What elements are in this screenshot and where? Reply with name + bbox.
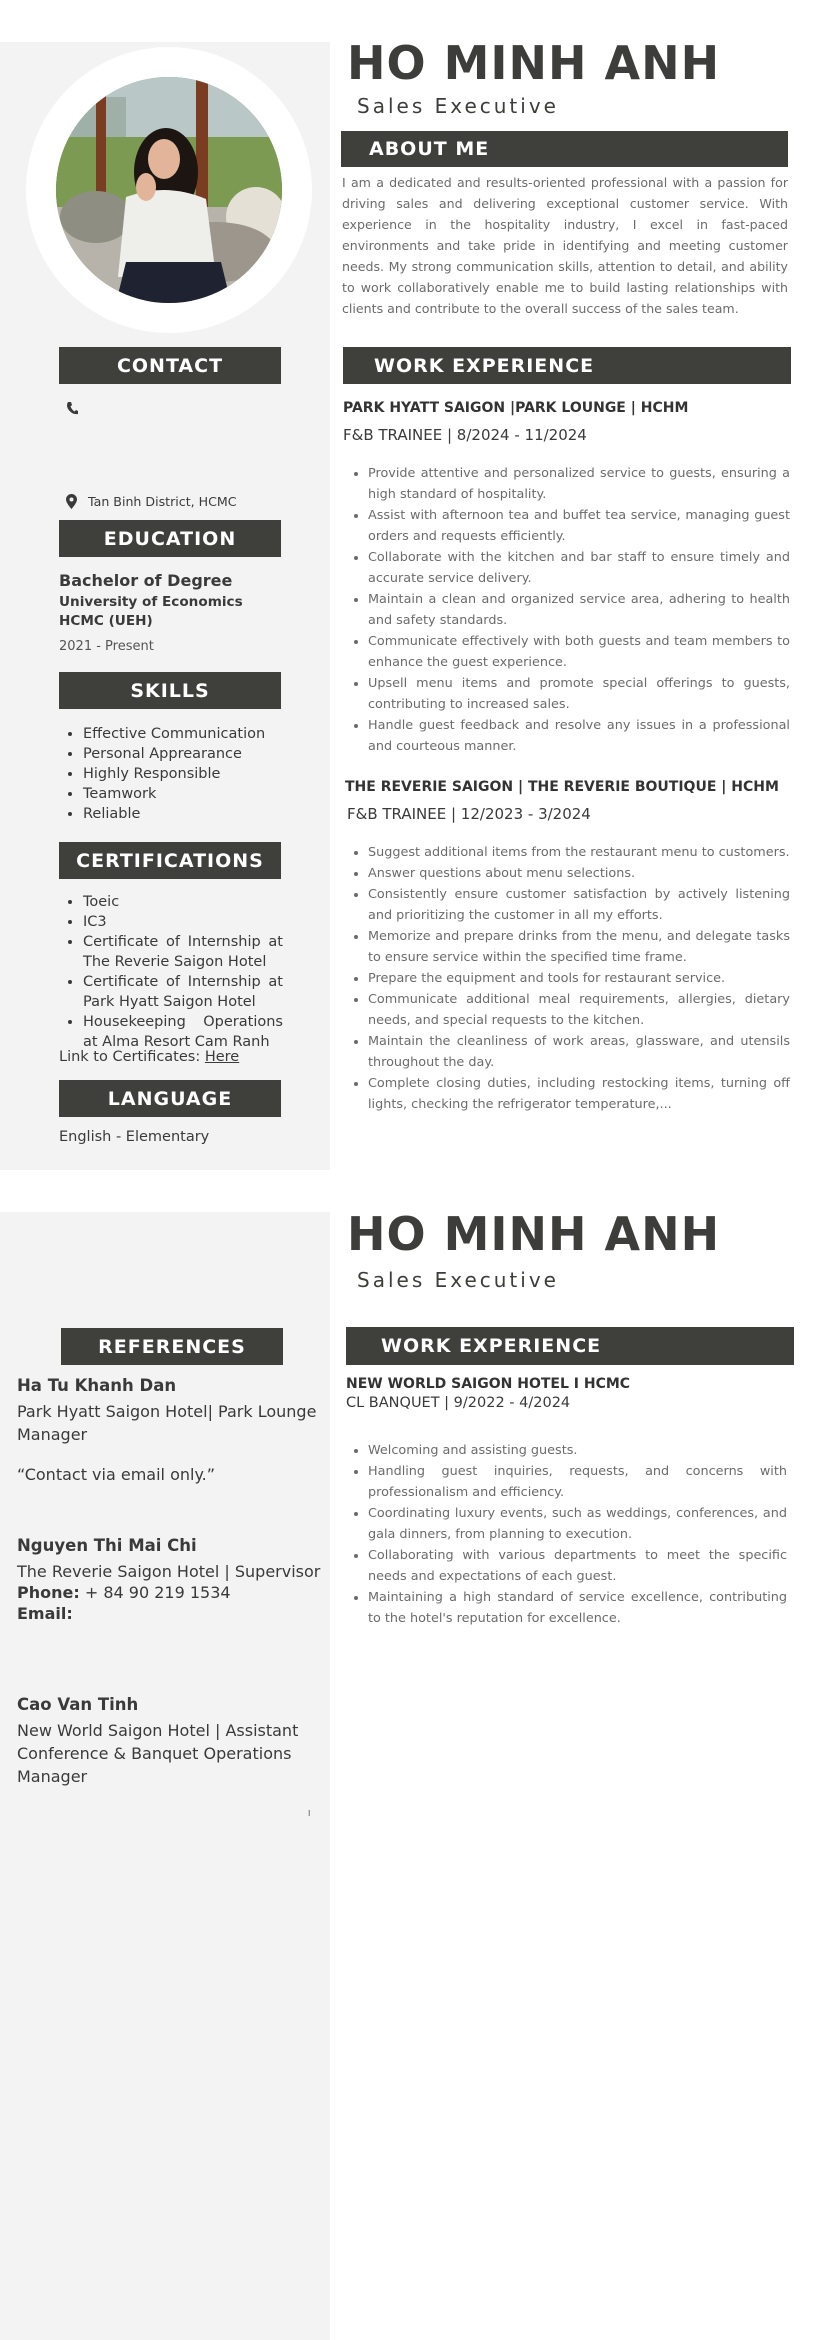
certification-item: • Certificate of Internship at The Reverie Saigon Hotel [83,932,283,972]
language-heading-label: LANGUAGE [107,1087,233,1110]
skill-item: • Highly Responsible [83,764,299,784]
certification-item: • Certificate of Internship at Park Hyatt Saigon Hotel [83,972,283,1012]
job-1-subtitle: F&B TRAINEE | 8/2024 - 11/2024 [343,426,587,444]
education-degree: Bachelor of Degree [59,571,233,590]
skill-item: • Reliable [83,804,299,824]
about-heading-label: ABOUT ME [369,138,490,160]
contact-address: Tan Binh District, HCMC [88,494,237,509]
certification-item: • Housekeeping Operations at Alma Resort Cam Ranh [83,1012,283,1052]
about-text: I am a dedicated and results-oriented professional with a passion for driving sales and delivering exceptional customer service. With experience in the hospitality industry, I excel in fast-paced environments and take pride in identifying and meeting customer needs. My strong communication skills, attention to detail, and ability to work collaboratively enable me to build lasting relationships with clients and contribute to the overall success of the sales team. [342,175,788,316]
duty-item: • Collaborate with the kitchen and bar staff to ensure timely and accurate service delivery. [368,547,790,589]
contact-heading-label: CONTACT [116,354,224,377]
certificates-link[interactable]: Here [204,1049,240,1065]
duty-item: • Answer questions about menu selections. [368,863,790,884]
reference-2-email-line [17,1602,73,1625]
skills-list [59,724,299,824]
duty-item: • Communicate additional meal requirements, allergies, dietary needs, and special requests to the kitchen. [368,989,790,1031]
duty-item: • Communicate effectively with both guests and team members to enhance the guest experience. [368,631,790,673]
education-school: University of Economics HCMC (UEH) [59,594,243,629]
job-1-duties [342,463,790,757]
job-2-title: THE REVERIE SAIGON | THE REVERIE BOUTIQUE | HCHM [345,779,779,795]
duty-item: • Handling guest inquiries, requests, and concerns with professionalism and efficiency. [368,1461,787,1503]
work-experience-heading-label: WORK EXPERIENCE [381,1335,602,1357]
profile-photo [56,77,282,303]
education-heading-label: EDUCATION [103,527,237,550]
reference-1-name: Ha Tu Khanh Dan [17,1376,177,1395]
name-heading: HO MINH ANH [347,42,721,90]
profile-photo-image [56,77,282,303]
education-years: 2021 - Present [59,639,154,654]
reference-2-name: Nguyen Thi Mai Chi [17,1536,197,1555]
duty-item: • Assist with afternoon tea and buffet tea service, managing guest orders and requests efficiently. [368,505,790,547]
duty-item: • Memorize and prepare drinks from the menu, and delegate tasks to ensure service within the specified time frame. [368,926,790,968]
duty-item: • Maintain a clean and organized service area, adhering to health and safety standards. [368,589,790,631]
reference-3-name: Cao Van Tinh [17,1695,139,1714]
reference-2-phone: + 84 90 219 1534 [79,1583,231,1602]
page-mark: I [308,1809,311,1818]
certification-item: • Toeic [83,892,283,912]
skill-item: • Effective Communication [83,724,299,744]
work-experience-heading-label: WORK EXPERIENCE [374,354,595,377]
skill-item: • Teamwork [83,784,299,804]
duty-item: • Consistently ensure customer satisfaction by actively listening and prioritizing the customer in all my efforts. [368,884,790,926]
duty-item: • Provide attentive and personalized service to guests, ensuring a high standard of hospitality. [368,463,790,505]
reference-2-phone-line [17,1581,231,1604]
work-experience-heading [346,1327,794,1365]
duty-item: • Maintaining a high standard of service excellence, contributing to the hotel's reputation for excellence. [368,1587,787,1629]
education-heading [59,520,281,557]
certificates-link-prefix: Link to Certificates: [59,1049,205,1065]
about-heading [341,131,788,167]
reference-1-note: “Contact via email only.” [17,1465,216,1484]
job-1-title: PARK HYATT SAIGON |PARK LOUNGE | HCHM [343,400,689,416]
duty-item: • Collaborating with various departments to meet the specific needs and expectations of each guest. [368,1545,787,1587]
duty-item: • Suggest additional items from the restaurant menu to customers. [368,842,790,863]
skill-item: • Personal Apprearance [83,744,299,764]
references-heading-label: REFERENCES [98,1335,246,1358]
duty-item: • Coordinating luxury events, such as weddings, conferences, and gala dinners, from planning to execution. [368,1503,787,1545]
job-3-duties [342,1440,787,1629]
duty-item: • Prepare the equipment and tools for restaurant service. [368,968,790,989]
skills-heading [59,672,281,709]
profile-photo-frame [26,47,312,333]
certification-item: • IC3 [83,912,283,932]
job-role: Sales Executive [357,94,559,118]
resume-page-2 [0,1212,828,2340]
reference-2-position: The Reverie Saigon Hotel | Supervisor [17,1562,321,1581]
job-3-title: NEW WORLD SAIGON HOTEL I HCMC [346,1376,631,1392]
reference-2-email-label: Email: [17,1604,73,1623]
duty-item: • Handle guest feedback and resolve any issues in a professional and courteous manner. [368,715,790,757]
job-3-subtitle: CL BANQUET | 9/2022 - 4/2024 [346,1395,571,1411]
certifications-list [59,892,283,1052]
references-heading [61,1328,283,1365]
duty-item: • Upsell menu items and promote special offerings to guests, contributing to increased sales. [368,673,790,715]
duty-item: • Welcoming and assisting guests. [368,1440,787,1461]
name-heading: HO MINH ANH [347,1212,721,1261]
reference-2-phone-label: Phone: [17,1583,80,1602]
job-2-subtitle: F&B TRAINEE | 12/2023 - 3/2024 [347,805,591,823]
reference-1-position: Park Hyatt Saigon Hotel| Park Lounge Manager [17,1402,317,1444]
skills-heading-label: SKILLS [130,679,210,702]
resume-page-1 [0,42,828,1170]
duty-item: • Complete closing duties, including restocking items, turning off lights, checking the refrigerator temperature,... [368,1073,790,1115]
language-heading [59,1080,281,1117]
language-text: English - Elementary [59,1129,210,1145]
certifications-heading-label: CERTIFICATIONS [76,849,264,872]
location-icon [66,494,77,509]
job-2-duties [342,842,790,1115]
job-role: Sales Executive [357,1268,559,1292]
phone-icon [66,400,78,414]
work-experience-heading [343,347,791,384]
duty-item: • Maintain the cleanliness of work areas, glassware, and utensils throughout the day. [368,1031,790,1073]
contact-heading [59,347,281,384]
reference-3-position: New World Saigon Hotel | Assistant Conference & Banquet Operations Manager [17,1721,299,1786]
certificates-link-line [59,1049,239,1065]
certifications-heading [59,842,281,879]
